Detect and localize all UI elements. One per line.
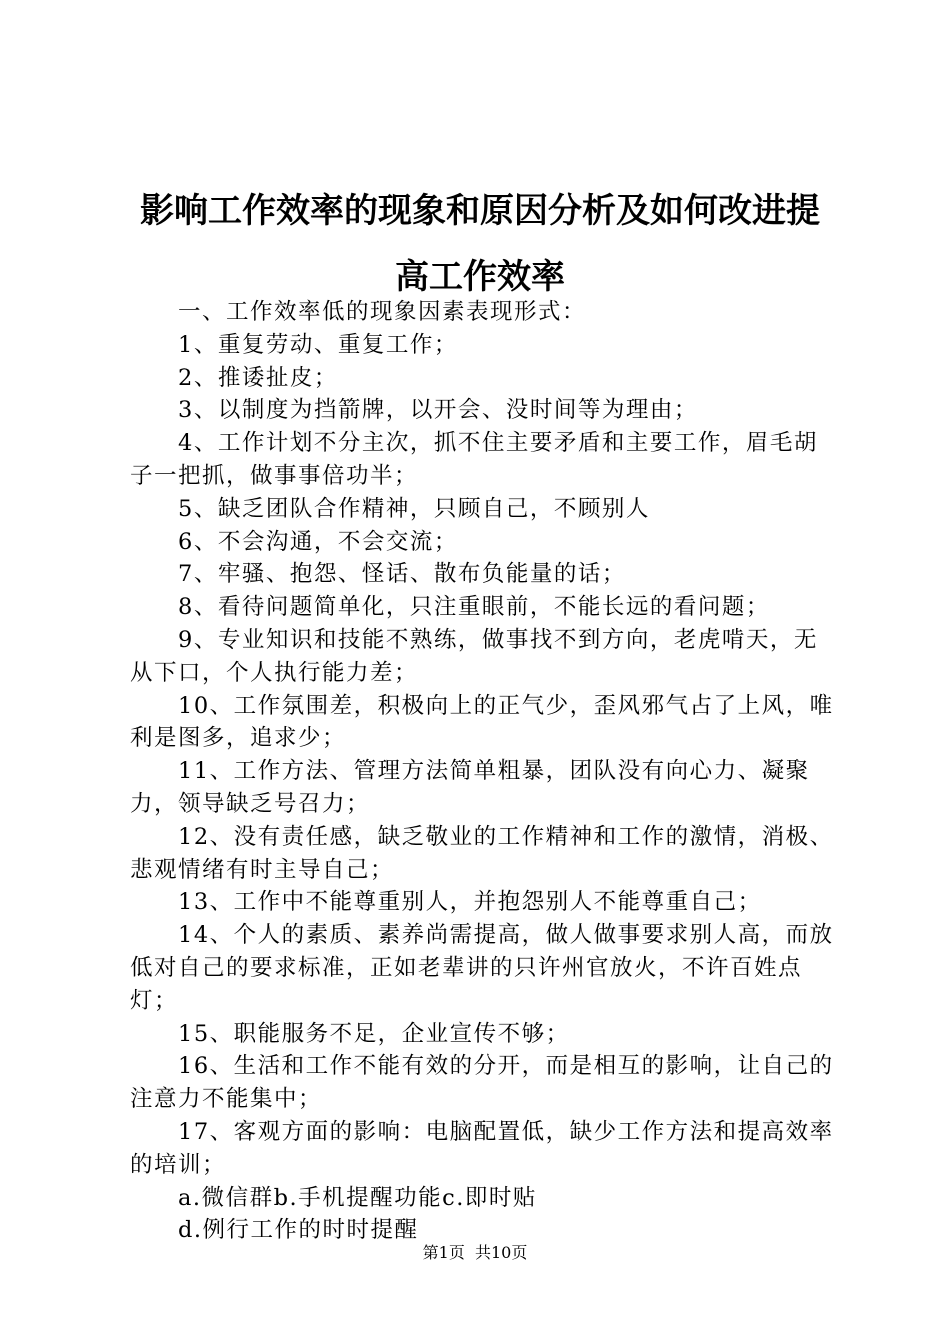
list-item: 8、看待问题简单化，只注重眼前，不能长远的看问题； [178,594,770,621]
list-item: 10、工作氛围差，积极向上的正气少，歪风邪气占了上风，唯利是图多，追求少； [130,692,834,752]
document-title [120,178,840,310]
list-item: 5、缺乏团队合作精神，只顾自己，不顾别人 [178,495,650,522]
document-body [130,296,835,1247]
list-item: 3、以制度为挡箭牌，以开会、没时间等为理由； [178,397,698,424]
list-item: 4、工作计划不分主次，抓不住主要矛盾和主要工作，眉毛胡子一把抓，做事事倍功半； [130,430,818,489]
list-item: 14、个人的素质、素养尚需提高，做人做事要求别人高，而放低对自己的要求标准，正如老辈讲的只许州官放火，不许百姓点灯； [130,922,834,1014]
title-line-1: 影响工作效率的现象和原因分析及如何改进提 [140,191,820,231]
page-number: 第1页 共10页 [422,1243,528,1262]
page-footer [0,1243,950,1263]
list-item: 2、推诿扯皮； [178,364,338,391]
list-item: 9、专业知识和技能不熟练，做事找不到方向，老虎啃天，无从下口，个人执行能力差； [130,626,818,686]
list-item: 11、工作方法、管理方法简单粗暴，团队没有向心力、凝聚力，领导缺乏号召力； [130,758,810,817]
list-item: 16、生活和工作不能有效的分开，而是相互的影响，让自己的注意力不能集中； [130,1053,834,1113]
list-item: 13、工作中不能尊重别人，并抱怨别人不能尊重自己； [178,889,762,916]
list-item: 15、职能服务不足，企业宣传不够； [178,1020,570,1047]
list-item: 6、不会沟通，不会交流； [178,528,458,555]
sub-item: d.例行工作的时时提醒 [178,1217,419,1244]
list-item: 12、没有责任感，缺乏敬业的工作精神和工作的激情，消极、悲观情绪有时主导自己； [130,823,834,883]
section-heading: 一、工作效率低的现象因素表现形式： [178,299,587,325]
list-item: 17、客观方面的影响：电脑配置低，缺少工作方法和提高效率的培训； [130,1118,834,1178]
list-item: 1、重复劳动、重复工作； [178,331,458,358]
title-line-2: 高工作效率 [395,257,565,297]
list-item: 7、牢骚、抱怨、怪话、散布负能量的话； [178,561,626,588]
sub-item: a.微信群b.手机提醒功能c.即时贴 [178,1184,537,1211]
